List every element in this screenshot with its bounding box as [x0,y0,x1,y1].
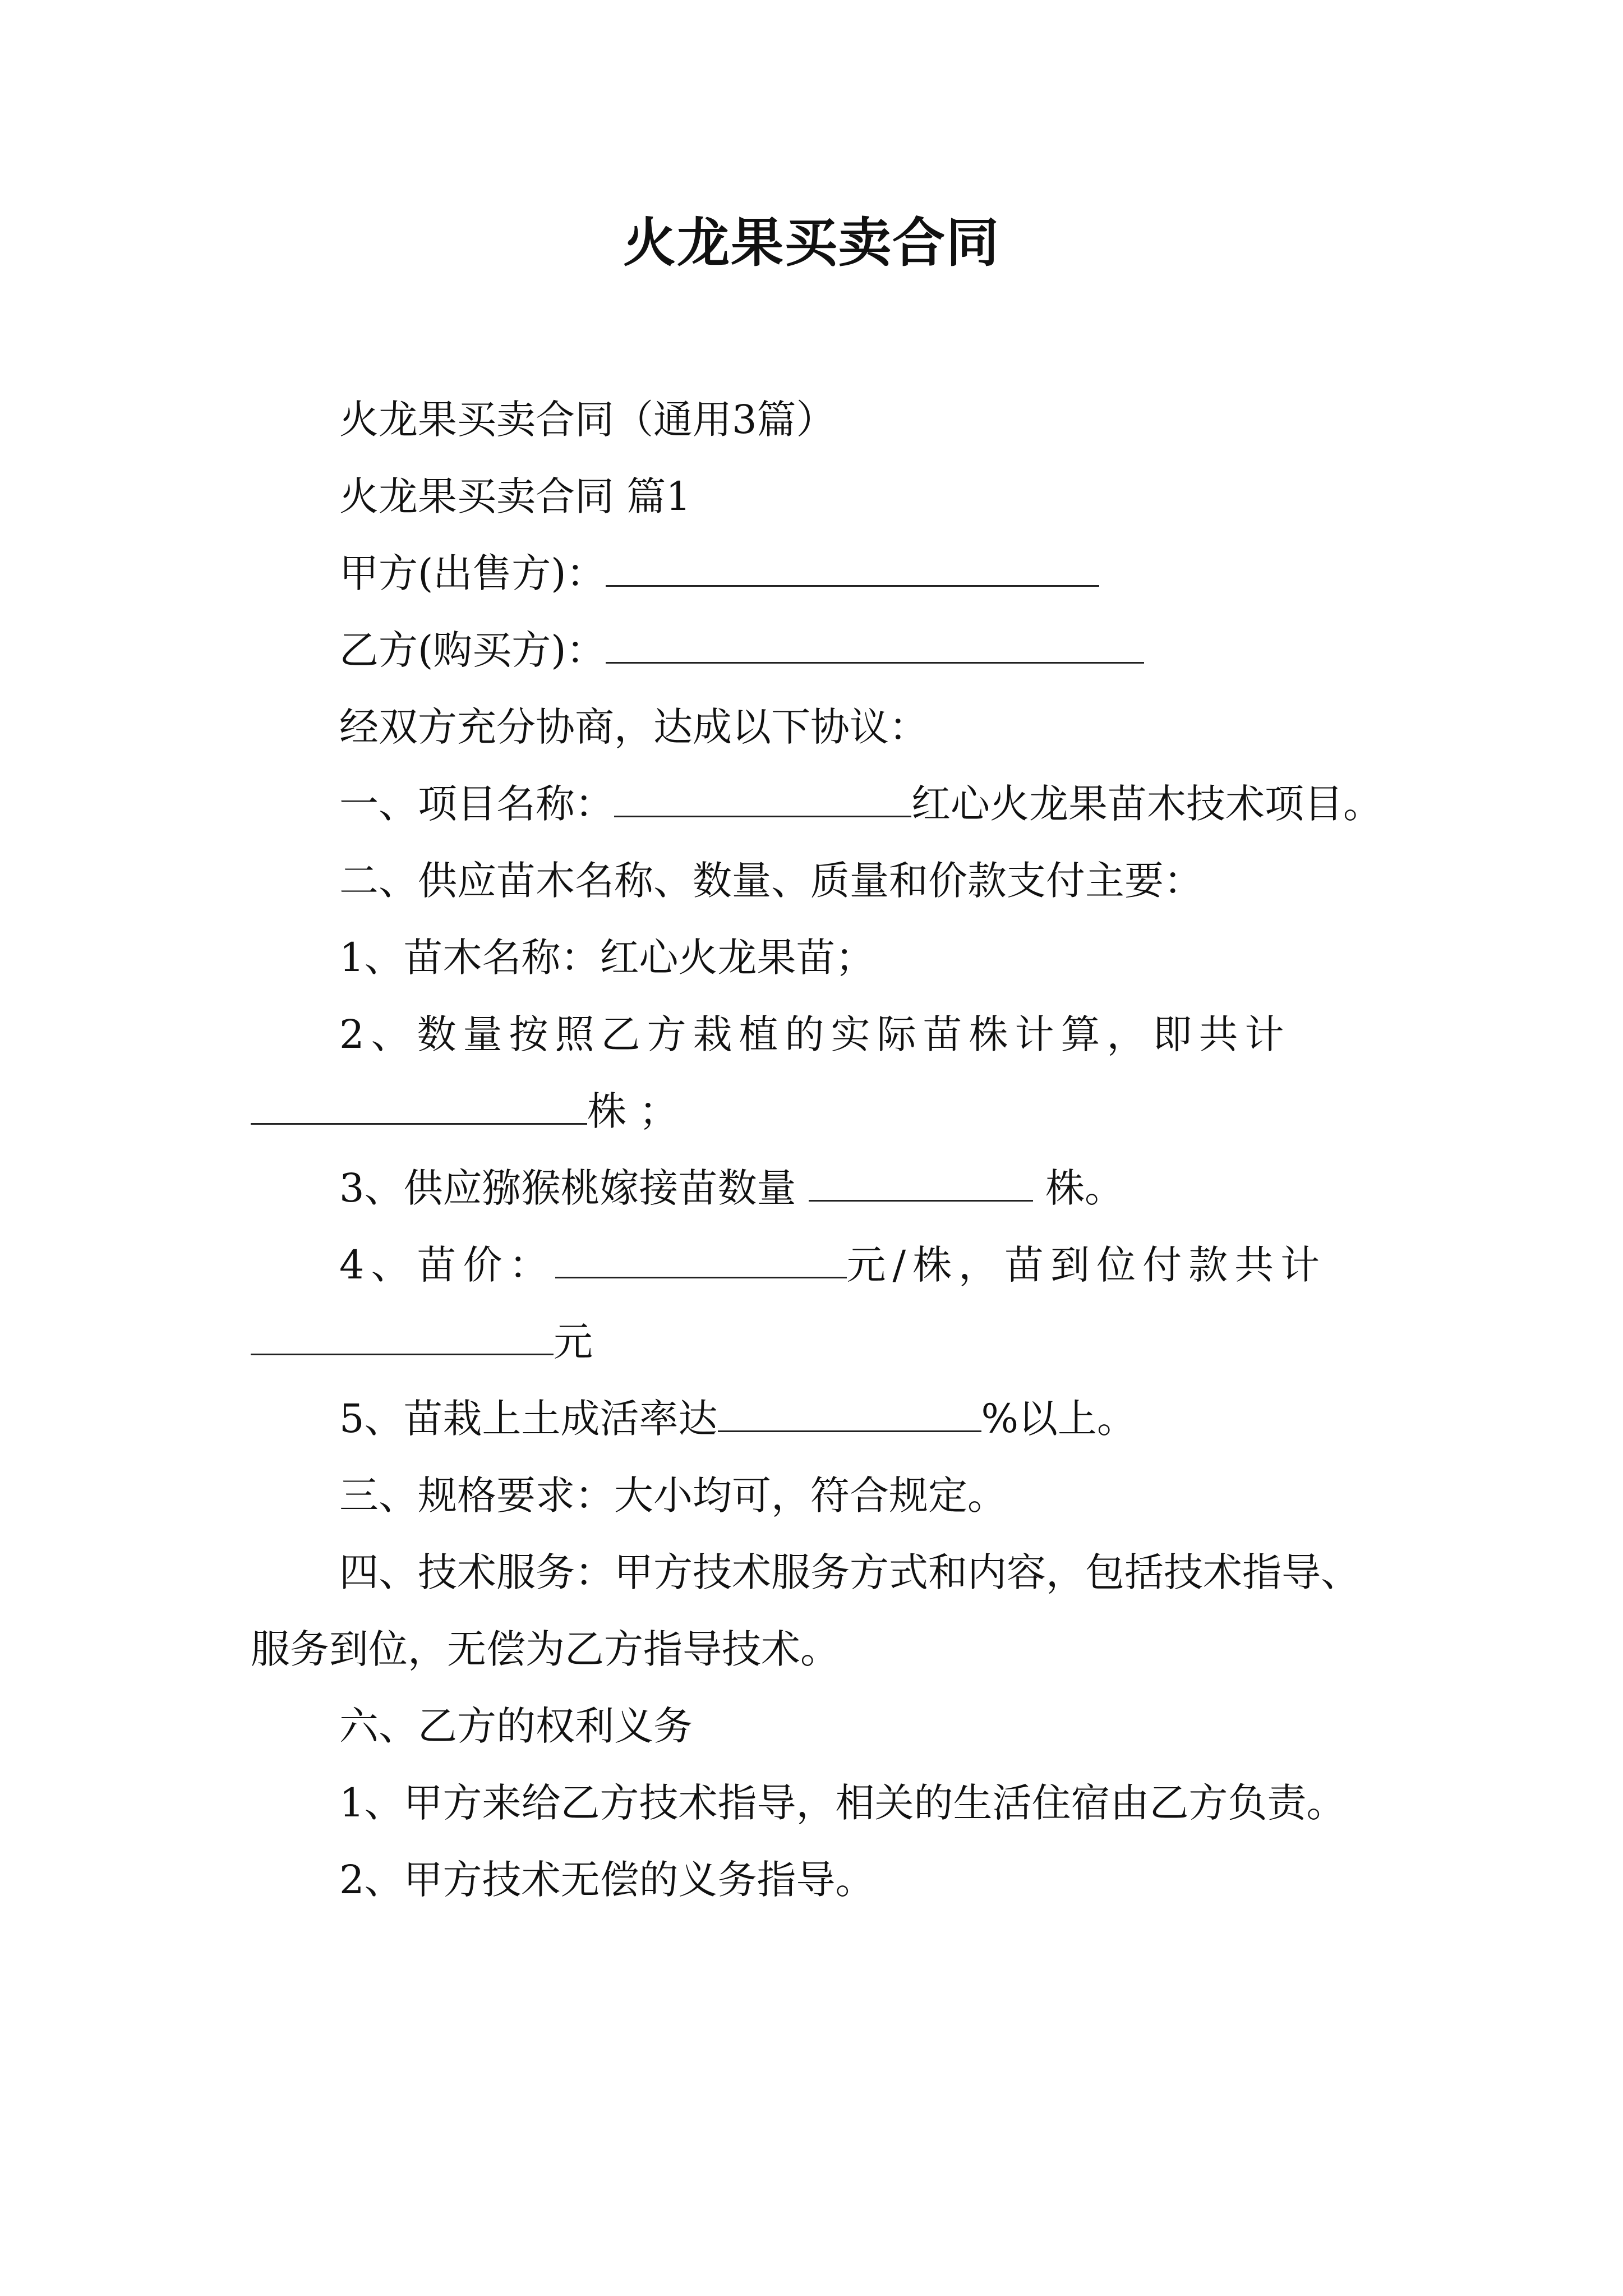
party-b-line [251,612,1384,689]
sub-item-3-unit: 株。 [1032,1165,1124,1211]
graft-quantity-blank [809,1165,1033,1202]
sub-item-1: 1、苗木名称：红心火龙果苗； [339,935,875,981]
item-3-spec: 三、规格要求：大小均可，符合规定。 [339,1473,1007,1519]
sub-item-5 [251,1381,1384,1457]
sub-item-2-unit: 株 ； [587,1088,679,1134]
total-payment-blank [251,1319,554,1355]
item-2-supply: 二、供应苗木名称、数量、质量和价款支付主要： [339,858,1203,904]
sub-item-4-unit: 元 [554,1319,593,1365]
item-6-rights: 六、乙方的权利义务 [339,1703,693,1749]
party-a-blank [606,550,1099,587]
sub-item-3-text: 3、供应猕猴桃嫁接苗数量 [339,1165,809,1211]
item-4-service: 四、技术服务：甲方技术服务方式和内容，包括技术指导、服务到位，无偿为乙方指导技术。 [251,1549,1360,1672]
sub-item-2-text: 2、数量按照乙方栽植的实际苗株计算，即共计 [339,1011,1291,1057]
sub-item-5-unit: %以上。 [981,1396,1137,1442]
item-1-project-name [251,766,1384,843]
sub-item-3 [251,1150,1384,1227]
part-1-heading: 火龙果买卖合同 篇1 [339,473,691,519]
survival-rate-blank [718,1396,981,1432]
sub-item-4-label: 4、苗价： [339,1242,555,1288]
party-b-blank [606,627,1144,664]
agreement-intro: 经双方充分协商，达成以下协议： [339,704,928,750]
party-b-label: 乙方(购买方)： [339,627,606,673]
document-title: 火龙果买卖合同 [623,212,1000,274]
sub-item-4-text: 元/株，苗到位付款共计 [846,1242,1327,1288]
contract-heading: 火龙果买卖合同（通用3篇） [339,397,836,443]
item-1-label: 一、项目名称： [339,781,614,827]
party-a-label: 甲方(出售方)： [339,550,606,596]
project-name-blank [614,781,911,817]
duty-1: 1、甲方来给乙方技术指导，相关的生活住宿由乙方负责。 [339,1780,1346,1826]
sub-item-2 [251,996,1384,1150]
sub-item-4 [251,1227,1384,1381]
duty-2: 2、甲方技术无偿的义务指导。 [339,1857,875,1903]
party-a-line [251,535,1384,612]
sub-item-5-text: 5、苗栽上土成活率达 [339,1396,718,1442]
quantity-blank [251,1088,587,1125]
item-1-text: 红心火龙果苗木技术项目。 [911,781,1382,827]
unit-price-blank [555,1242,847,1278]
document-body [251,381,1384,1918]
